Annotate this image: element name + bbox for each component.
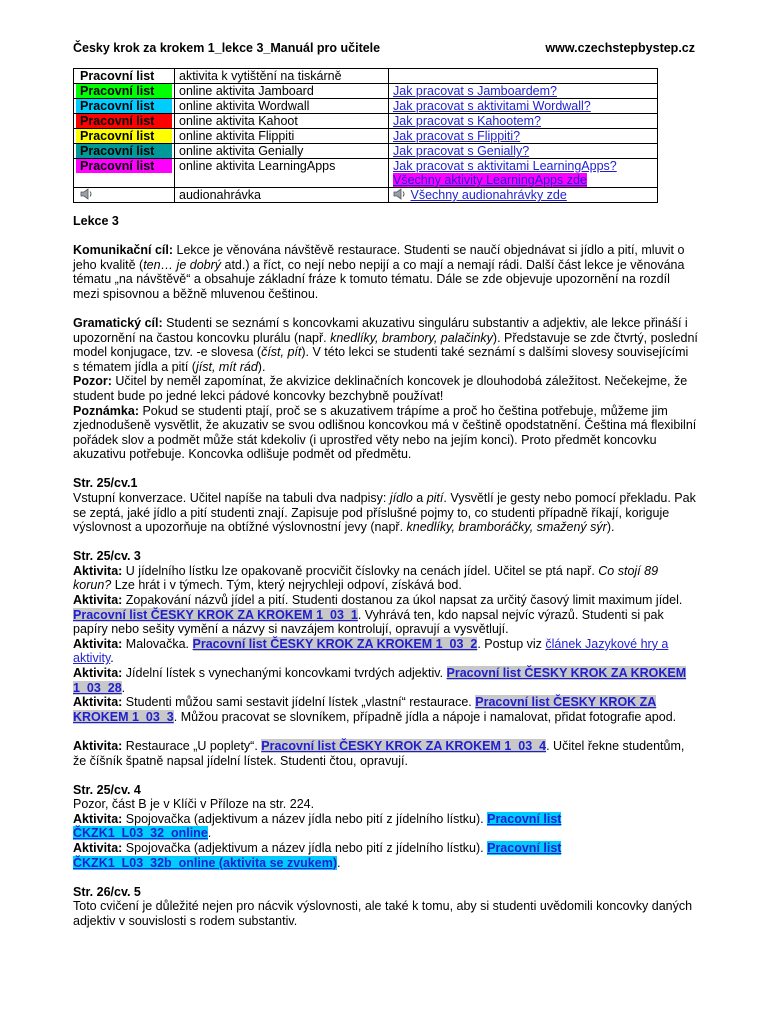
- tag-wordwall: Pracovní list: [76, 99, 172, 113]
- speaker-icon: [80, 188, 94, 200]
- link-learningapps-all[interactable]: Všechny aktivity LearningApps zde: [393, 173, 587, 187]
- legend-desc: online aktivita Wordwall: [175, 99, 389, 114]
- section-text: Toto cvičení je důležité nejen pro nácvik výslovnosti, ale také k tomu, aby si studenti uvědomili koncovky daných adjektiv v souvislosti s rodem substantiv.: [73, 899, 693, 928]
- legend-desc: online aktivita LearningApps: [175, 159, 389, 188]
- section-heading: Str. 26/cv. 5: [73, 884, 141, 899]
- activity-item: Aktivita: U jídelního lístku lze opakovaně procvičit číslovky na cenách jídel. Učitel se ptá např. Co stojí 89 korun? Lze hrát i v týmech. Tým, který nejrychleji odpoví, získává bod.: [73, 563, 659, 593]
- section-heading: Str. 25/cv. 4: [73, 782, 141, 797]
- activity-item: Aktivita: Jídelní lístek s vynechanými koncovkami tvrdých adjektiv. Pracovní list ČESKY KROK ZA KROKEM 1_03_28.: [73, 666, 687, 695]
- warning-note: Pozor: Učitel by neměl zapomínat, že akvizice deklinačních koncovek je dlouhodobá záležitost. Nečekejme, že student bude po jedné lekci pádové koncovky bezchybně používat!: [73, 374, 688, 403]
- link-jamboard-help[interactable]: Jak pracovat s Jamboardem?: [393, 84, 557, 98]
- article-link[interactable]: článek Jazykové hry a aktivity: [73, 636, 669, 666]
- legend-desc: audionahrávka: [175, 188, 389, 203]
- legend-desc: online aktivita Genially: [175, 144, 389, 159]
- legend-table: [73, 68, 658, 203]
- page-header: [73, 41, 695, 59]
- legend-desc: online aktivita Flippiti: [175, 129, 389, 144]
- legend-row: [74, 159, 658, 188]
- header-title: Česky krok za krokem 1_lekce 3_Manuál pro učitele: [73, 41, 381, 55]
- section-heading: Str. 25/cv.1: [73, 476, 138, 491]
- grammar-goal: Gramatický cíl: Studenti se seznámí s koncovkami akuzativu singuláru substantiv a adjektiv, ale lekce přináší i upozornění na častou koncovku plurálu (např. knedlíky, brambory, palačinky). Představuje se zde čtvrtý, poslední model konjugace, tzv. -e slovesa (číst, pít). V této lekci se studenti také seznámí s dalšími slovesy souvisejícími s tématem jídla a pití (jíst, mít rád).: [73, 315, 698, 374]
- tag-genially: Pracovní list: [76, 144, 172, 158]
- activity-item: Aktivita: Restaurace „U poplety“. Pracovní list ČESKY KROK ZA KROKEM 1_03_4. Učitel řekne studentům, že číšník špatně napsal jídelní lístek. Studenti čtou, opravují.: [73, 738, 685, 768]
- speaker-icon: [393, 188, 407, 200]
- worksheet-link[interactable]: Pracovní list ČESKY KROK ZA KROKEM 1_03_4: [261, 738, 547, 753]
- activity-item: Aktivita: Spojovačka (adjektivum a název jídla nebo pití z jídelního lístku). Pracovní list ČKZK1_L03_32_online.: [73, 811, 562, 841]
- legend-row: [74, 69, 658, 84]
- legend-row: [74, 188, 658, 203]
- legend-desc: online aktivita Jamboard: [175, 84, 389, 99]
- tag-jamboard: Pracovní list: [76, 84, 172, 98]
- legend-row: [74, 129, 658, 144]
- legend-row: [74, 144, 658, 159]
- link-learningapps-help[interactable]: Jak pracovat s aktivitami LearningApps?: [393, 159, 617, 173]
- worksheet-link[interactable]: Pracovní list ČESKY KROK ZA KROKEM 1_03_1: [73, 607, 358, 622]
- tag-learningapps: Pracovní list: [76, 159, 172, 173]
- link-wordwall-help[interactable]: Jak pracovat s aktivitami Wordwall?: [393, 99, 591, 113]
- manual-body: [73, 214, 698, 928]
- communication-goal: Komunikační cíl: Lekce je věnována návštěvě restaurace. Studenti se naučí objednávat si jídlo a pití, mluvit o jeho kvalitě (ten… je dobrý atd.) a říct, co nejí nebo nepijí a co mají a nemají rádi. Další část lekce je věnována tématu „na návštěvě“ a obsahuje základní fráze k tomuto tématu. Dále se zde objevuje upozornění na rozdíl mezi spisovnou a běžně mluvenou češtinou.: [73, 243, 685, 301]
- legend-row: [74, 114, 658, 129]
- link-all-audio[interactable]: Všechny audionahrávky zde: [410, 188, 567, 202]
- link-flippiti-help[interactable]: Jak pracovat s Flippiti?: [393, 129, 521, 143]
- online-worksheet-link[interactable]: Pracovní list ČKZK1_L03_32_online: [73, 811, 562, 841]
- worksheet-link[interactable]: Pracovní list ČESKY KROK ZA KROKEM 1_03_2: [192, 636, 478, 651]
- link-genially-help[interactable]: Jak pracovat s Genially?: [393, 144, 530, 158]
- section-heading: Str. 25/cv. 3: [73, 549, 141, 564]
- worksheet-link[interactable]: Pracovní list ČESKY KROK ZA KROKEM 1_03_28: [73, 666, 687, 695]
- remark-note: Poznámka: Pokud se studenti ptají, proč se s akuzativem trápíme a proč ho čeština potřebuje, můžeme jim zjednodušeně vysvětlit, že akuzativ se svou odlišnou koncovkou má v češtině opodstatnění. Čeština má flexibilní pořádek slov a podmět může stát kdekoliv (i uprostřed věty nebo na jejím konci). Proto předmět koncovku akuzativu potřebuje. Koncovka odlišuje podmět od předmětu.: [73, 403, 697, 462]
- activity-item: Aktivita: Studenti můžou sami sestavit jídelní lístek „vlastní“ restaurace. Pracovní list ČESKY KROK ZA KROKEM 1_03_3. Můžou pracovat se slovníkem, případně jídla a nápoje i namalovat, přidat fotografie apod.: [73, 695, 677, 724]
- tag-flippiti: Pracovní list: [76, 129, 172, 143]
- activity-item: Aktivita: Malovačka. Pracovní list ČESKY KROK ZA KROKEM 1_03_2. Postup viz článek Jazykové hry a aktivity.: [73, 636, 669, 666]
- legend-desc: aktivita k vytištění na tiskárně: [175, 69, 389, 84]
- activity-item: Aktivita: Spojovačka (adjektivum a název jídla nebo pití z jídelního lístku). Pracovní list ČKZK1_L03_32b_online (aktivita se zvukem).: [73, 840, 562, 870]
- legend-desc: online aktivita Kahoot: [175, 114, 389, 129]
- online-worksheet-link[interactable]: Pracovní list ČKZK1_L03_32b_online (aktivita se zvukem): [73, 840, 562, 870]
- legend-row: [74, 99, 658, 114]
- section-text: Pozor, část B je v Klíči v Příloze na str. 224.: [73, 797, 315, 812]
- tag-kahoot: Pracovní list: [76, 114, 172, 128]
- link-kahoot-help[interactable]: Jak pracovat s Kahootem?: [393, 114, 541, 128]
- lesson-title: Lekce 3: [73, 214, 119, 228]
- legend-row: [74, 84, 658, 99]
- header-site: www.czechstepbystep.cz: [545, 41, 695, 55]
- tag-print: Pracovní list: [76, 69, 172, 83]
- legend-link-empty: [389, 69, 658, 84]
- section-text: Vstupní konverzace. Učitel napíše na tabuli dva nadpisy: jídlo a pití. Vysvětlí je gesty nebo pomocí překladu. Pak se zeptá, jaké jídlo a pití studenti znají. Zapisuje pod příslušné pojmy to, co studenti případně říkají, koriguje výslovnost a upozorňuje na obtížné výslovnostní jevy (např. knedlíky, bramboráčky, smažený sýr).: [73, 491, 696, 535]
- worksheet-link[interactable]: Pracovní list ČESKY KROK ZA KROKEM 1_03_3: [73, 695, 657, 724]
- activity-item: Aktivita: Zopakování názvů jídel a pití. Studenti dostanou za úkol napsat za určitý časový limit maximum jídel. Pracovní list ČESKY KROK ZA KROKEM 1_03_1. Vyhrává ten, kdo napsal nejvíc výrazů. Studenti si pak papíry nebo sešity vymění a názvy si navzájem kontrolují, opravují a vysvětlují.: [73, 593, 683, 637]
